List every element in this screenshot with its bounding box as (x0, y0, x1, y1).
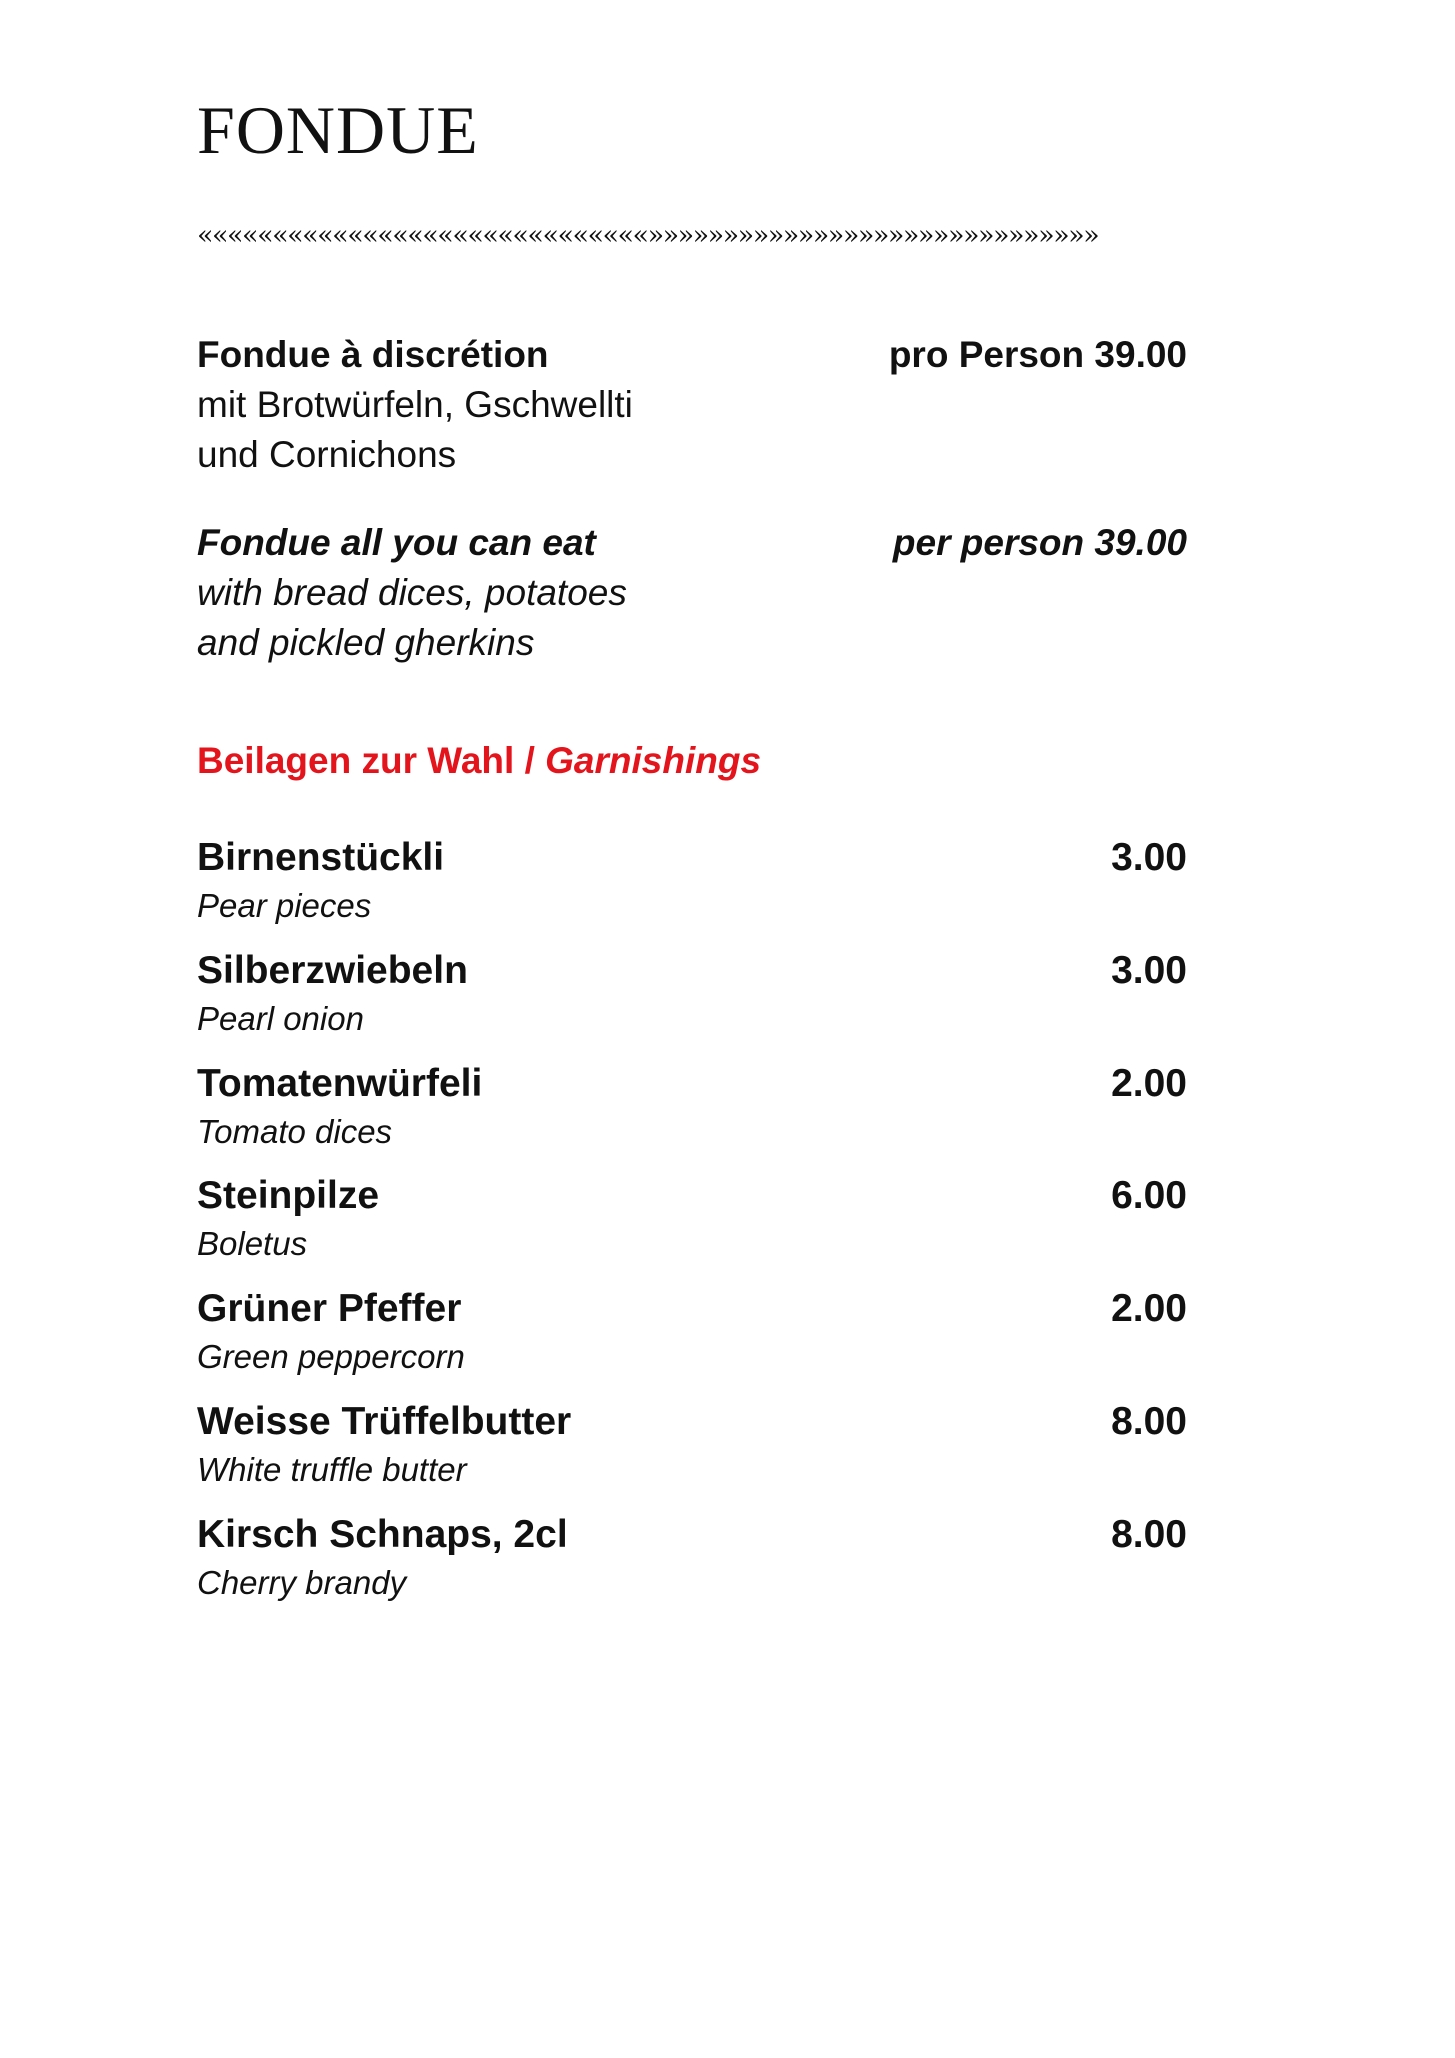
item-price: 2.00 (1111, 1287, 1187, 1331)
offer-german-price: pro Person 39.00 (888, 334, 1187, 375)
garnishings-heading-separator: / (514, 740, 546, 781)
offer-german (197, 330, 1187, 480)
item-translation: White truffle butter (197, 1450, 467, 1488)
item-name: Birnenstückli (197, 836, 445, 879)
list-item (197, 1058, 1187, 1171)
garnishings-heading (197, 736, 761, 786)
item-price: 3.00 (1111, 836, 1187, 879)
list-item (197, 1283, 1187, 1396)
menu-page (197, 0, 1217, 2058)
item-translation: Pear pieces (197, 887, 372, 924)
garnishings-list (197, 832, 1187, 1622)
list-item (197, 1509, 1187, 1622)
offer-german-desc-line2: und Cornichons (197, 434, 457, 475)
offer-english-desc-line2: and pickled gherkins (197, 622, 535, 663)
item-translation: Boletus (197, 1225, 308, 1263)
item-name: Tomatenwürfeli (197, 1061, 483, 1105)
item-translation: Green peppercorn (197, 1338, 465, 1376)
item-name: Grüner Pfeffer (197, 1287, 462, 1331)
item-name: Steinpilze (197, 1174, 380, 1218)
list-item (197, 1170, 1187, 1283)
offer-english-desc-line1: with bread dices, potatoes (197, 572, 627, 613)
offer-english (197, 518, 1187, 668)
item-translation: Tomato dices (197, 1112, 393, 1150)
garnishings-heading-german: Beilagen zur Wahl (197, 740, 515, 781)
offer-english-name: Fondue all you can eat (197, 522, 596, 563)
list-item (197, 1396, 1187, 1509)
item-name: Weisse Trüffelbutter (197, 1399, 572, 1443)
item-price: 3.00 (1111, 948, 1187, 992)
item-price: 8.00 (1111, 1512, 1187, 1556)
item-name: Silberzwiebeln (197, 948, 468, 992)
item-translation: Pearl onion (197, 999, 364, 1037)
garnishings-heading-english: Garnishings (545, 740, 762, 781)
item-price: 6.00 (1111, 1174, 1187, 1218)
item-name: Kirsch Schnaps, 2cl (197, 1512, 568, 1556)
offer-german-name: Fondue à discrétion (197, 334, 549, 375)
list-item (197, 945, 1187, 1058)
item-price: 2.00 (1111, 1061, 1187, 1105)
list-item (197, 832, 1187, 945)
page-title: FONDUE (197, 92, 479, 168)
item-translation: Cherry brandy (197, 1563, 407, 1601)
item-price: 8.00 (1111, 1399, 1187, 1443)
offer-english-price: per person 39.00 (892, 522, 1187, 563)
offer-german-header (197, 330, 1187, 380)
offer-english-header (197, 518, 1187, 568)
ornament-divider: ««««««««««««««««««««««««««««««»»»»»»»»»»»»»»»»»»»»»»»»»»»»»» (197, 222, 1099, 249)
offer-german-desc-line1: mit Brotwürfeln, Gschwellti (197, 384, 633, 425)
